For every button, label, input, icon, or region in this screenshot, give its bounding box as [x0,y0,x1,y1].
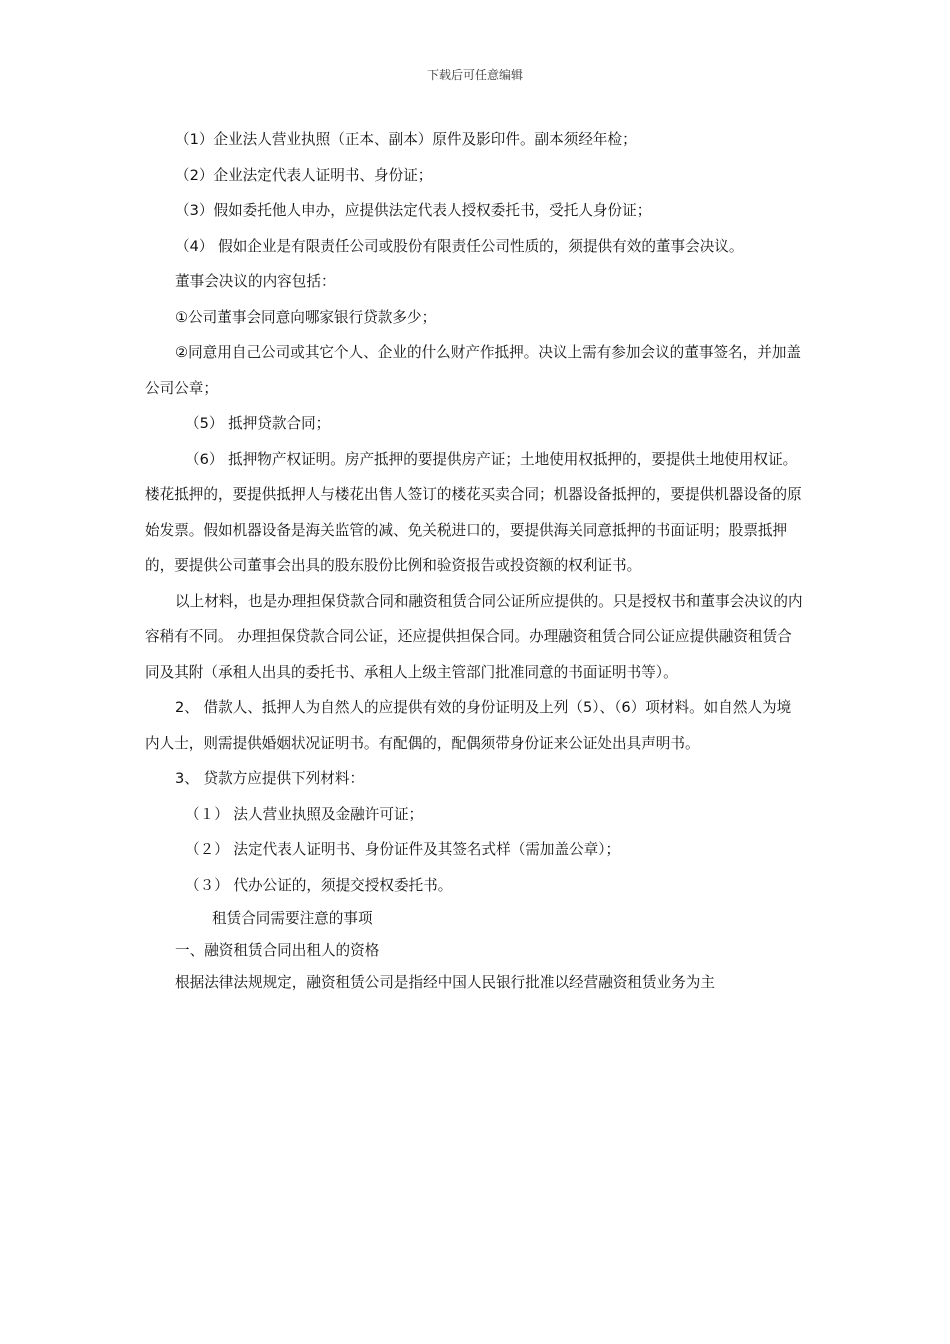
paragraph-13: （１） 法人营业执照及金融许可证； [185,805,424,823]
paragraph-7: ②同意用自己公司或其它个人、企业的什么财产作抵押。决议上需有参加会议的董事签名，并加盖公司公章； [145,344,802,397]
paragraph-8: （5） 抵押贷款合同； [185,415,331,432]
section-title: 租赁合同需要注意的事项 [212,910,373,927]
paragraph-10: 以上材料，也是办理担保贷款合同和融资租赁合同公证所应提供的。只是授权书和董事会决议的内容稍有不同。 办理担保贷款合同公证，还应提供担保合同。办理融资租赁合同公证应提供融资租赁合同及其附（承租人出具的委托书、承租人上级主管部门批准同意的书面证明书等）。 [145,592,803,681]
document-body [145,122,805,999]
paragraph-15: （３） 代办公证的，须提交授权委托书。 [185,876,453,894]
paragraph-5: 董事会决议的内容包括： [175,273,336,290]
paragraph-18: 根据法律法规规定，融资租赁公司是指经中国人民银行批准以经营融资租赁业务为主 [175,974,715,991]
paragraph-9: （6） 抵押物产权证明。房产抵押的要提供房产证；土地使用权抵押的，要提供土地使用权证。楼花抵押的，要提供抵押人与楼花出售人签订的楼花买卖合同；机器设备抵押的，要提供机器设备的原始发票。假如机器设备是海关监管的减、免关税进口的，要提供海关同意抵押的书面证明；股票抵押的，要提供公司董事会出具的股东股份比例和验资报告或投资额的权利证书。 [145,450,802,574]
paragraph-1: （1）企业法人营业执照（正本、副本）原件及影印件。副本须经年检； [175,131,637,148]
paragraph-6: ①公司董事会同意向哪家银行贷款多少； [175,308,437,326]
paragraph-2: （2）企业法定代表人证明书、身份证； [175,166,433,184]
section-heading: 一、融资租赁合同出租人的资格 [175,942,380,959]
paragraph-12: 3、 贷款方应提供下列材料： [175,770,365,787]
paragraph-4: （4） 假如企业是有限责任公司或股份有限责任公司性质的，须提供有效的董事会决议。 [175,237,744,255]
paragraph-14: （２） 法定代表人证明书、身份证件及其签名式样（需加盖公章）； [185,841,621,858]
paragraph-11: 2、 借款人、抵押人为自然人的应提供有效的身份证明及上列（5）、（6）项材料。如自然人为境内人士，则需提供婚姻状况证明书。有配偶的，配偶须带身份证来公证处出具声明书。 [145,699,792,752]
page-header: 下载后可任意编辑 [426,68,523,82]
paragraph-3: （3）假如委托他人申办，应提供法定代表人授权委托书，受托人身份证； [175,202,652,219]
